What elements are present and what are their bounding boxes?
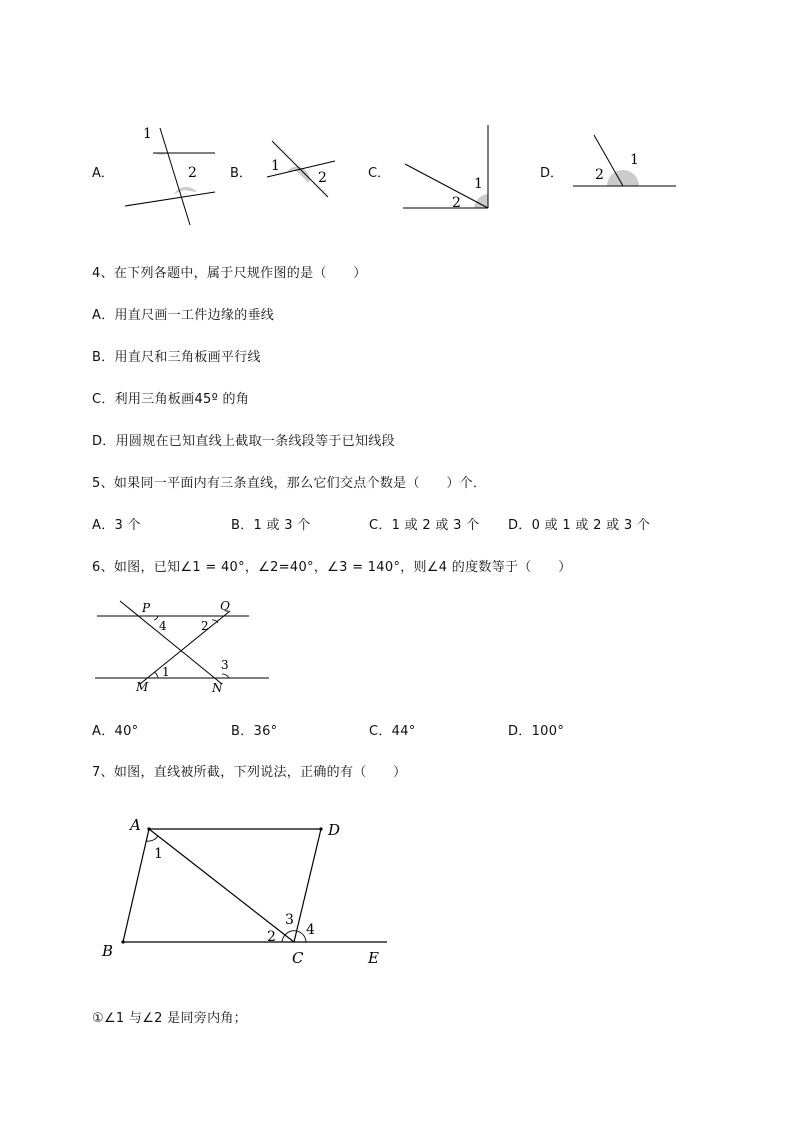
q6-point-n: N [212,681,223,695]
q3d-angle2-label: 2 [595,167,604,183]
q5-option-c: C．1 或 2 或 3 个 [369,518,480,533]
q7-point-a: A [130,816,141,834]
q3-option-d-figure [570,130,680,192]
q6-angle4-label: 4 [159,619,167,633]
q4-option-a: A．用直尺画一工件边缘的垂线 [92,308,275,323]
q7-point-b: B [102,942,114,960]
q5-option-d: D．0 或 1 或 2 或 3 个 [508,518,651,533]
q3d-angle1-label: 1 [630,152,639,168]
q6-point-q: Q [220,599,230,613]
q7-figure [92,810,402,975]
q3-option-c-letter: C． [368,166,391,181]
q6-stem: 6、如图，已知∠1 = 40°，∠2=40°，∠3 = 140°，则∠4 的度数等于（ ） [92,560,572,575]
q7-stem: 7、如图，直线被所截，下列说法，正确的有（ ） [92,765,407,780]
q7-point-d: D [328,821,341,839]
q7-angle4-label: 4 [306,922,315,938]
q4-option-d: D．用圆规在已知直线上截取一条线段等于已知线段 [92,434,395,449]
q4-option-b: B．用直尺和三角板画平行线 [92,350,261,365]
q6-option-b: B．36° [231,724,278,739]
q3-option-b-letter: B． [230,166,252,181]
q4-option-c: C．利用三角板画45º 的角 [92,392,250,407]
q6-angle1-label: 1 [162,665,170,679]
q7-statement-1: ①∠1 与∠2 是同旁内角； [92,1011,247,1026]
q3-option-a-figure [120,120,220,230]
q3c-angle1-label: 1 [474,176,483,192]
q5-option-b: B．1 或 3 个 [231,518,311,533]
q3b-angle1-label: 1 [271,158,280,174]
q3-option-d-letter: D． [540,166,564,181]
q6-angle3-label: 3 [221,658,229,672]
q3-option-a-letter: A． [92,166,114,181]
q3b-angle2-label: 2 [318,170,327,186]
q6-option-a: A．40° [92,724,139,739]
q7-point-c: C [292,949,304,967]
q3-option-b-figure [262,135,342,205]
q6-point-p: P [142,601,151,615]
q7-angle3-label: 3 [285,912,294,928]
q3-option-c-figure [400,122,495,214]
q4-stem: 4、在下列各题中，属于尺规作图的是（ ） [92,266,367,281]
q6-option-d: D．100° [508,724,565,739]
q5-stem: 5、如果同一平面内有三条直线，那么它们交点个数是（ ）个． [92,476,487,491]
q3a-angle1-label: 1 [143,126,152,142]
q5-option-a: A．3 个 [92,518,141,533]
q3c-angle2-label: 2 [452,195,461,211]
q6-figure [92,596,272,696]
q7-angle2-label: 2 [267,929,276,945]
q7-angle1-label: 1 [154,846,163,862]
q6-point-m: M [136,680,149,694]
q3a-angle2-label: 2 [188,165,197,181]
q6-angle2-label: 2 [201,619,209,633]
q7-point-e: E [368,949,379,967]
q6-option-c: C．44° [369,724,416,739]
